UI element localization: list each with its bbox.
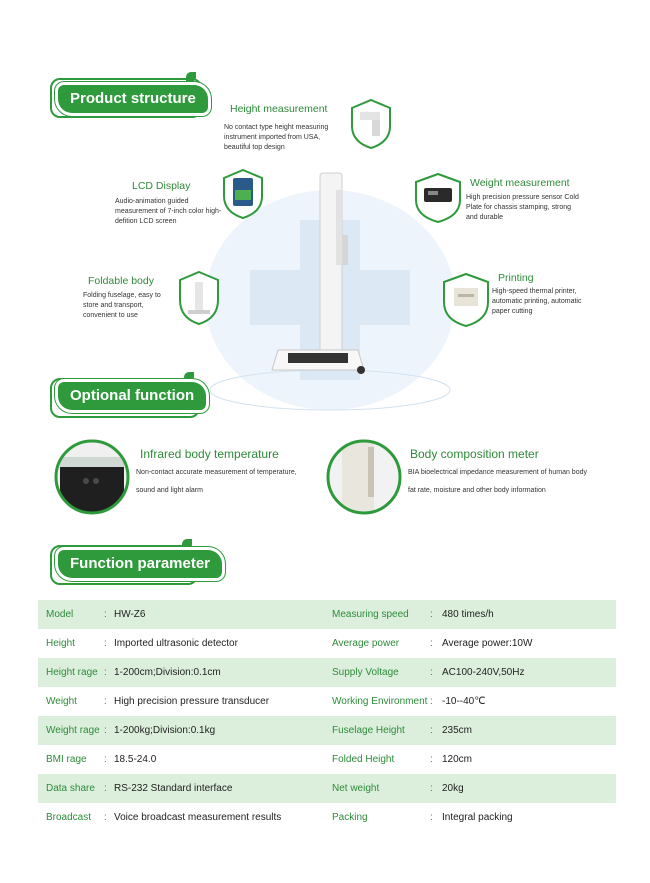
param-value: 1-200kg;Division:0.1kg	[114, 716, 332, 745]
weight-sensor-shield-icon	[414, 172, 462, 224]
weight-measurement-desc: High precision pressure sensor Cold Plate for chassis stamping, strong and durable	[466, 194, 579, 221]
param-value: Voice broadcast measurement results	[114, 803, 332, 832]
param-value: 18.5-24.0	[114, 745, 332, 774]
table-row	[38, 629, 616, 658]
param-label: Supply Voltage	[332, 658, 430, 687]
height-measurement-title: Height measurement	[230, 103, 328, 115]
parameter-table	[38, 600, 616, 832]
colon: :	[430, 803, 442, 832]
colon: :	[430, 745, 442, 774]
param-value: -10--40℃	[442, 687, 616, 716]
body-composition-desc: BIA bioelectrical impedance measurement of human body fat rate, moisture and other body information	[408, 469, 587, 494]
height-weight-scale-device	[258, 165, 378, 380]
param-label: Height	[38, 629, 104, 658]
colon: :	[430, 687, 442, 716]
body-composition-title: Body composition meter	[410, 447, 539, 461]
param-label: Working Environment	[332, 687, 430, 716]
param-value: AC100-240V,50Hz	[442, 658, 616, 687]
colon: :	[104, 745, 114, 774]
param-label: Average power	[332, 629, 430, 658]
leaf-icon	[184, 372, 194, 382]
table-row	[38, 774, 616, 803]
param-value: Imported ultrasonic detector	[114, 629, 332, 658]
infrared-temperature-title: Infrared body temperature	[140, 447, 279, 461]
colon: :	[430, 774, 442, 803]
colon: :	[430, 629, 442, 658]
body-composition-meter-photo	[324, 437, 404, 517]
colon: :	[104, 600, 114, 629]
colon: :	[104, 774, 114, 803]
folded-device-shield-icon	[178, 270, 220, 326]
colon: :	[104, 658, 114, 687]
lcd-display-desc: Audio-animation guided measurement of 7-inch color high-defition LCD screen	[115, 198, 222, 225]
param-label: Packing	[332, 803, 430, 832]
colon: :	[104, 716, 114, 745]
param-label: Weight rage	[38, 716, 104, 745]
param-label: Weight	[38, 687, 104, 716]
param-label: Measuring speed	[332, 600, 430, 629]
colon: :	[430, 600, 442, 629]
height-sensor-shield-icon	[350, 98, 392, 150]
weight-measurement-title: Weight measurement	[470, 177, 570, 189]
param-value: Average power:10W	[442, 629, 616, 658]
param-value: 480 times/h	[442, 600, 616, 629]
printing-title: Printing	[498, 272, 534, 284]
infrared-temperature-desc: Non-contact accurate measurement of temperature, sound and light alarm	[136, 469, 297, 494]
param-value: High precision pressure transducer	[114, 687, 332, 716]
param-value: 235cm	[442, 716, 616, 745]
param-value: HW-Z6	[114, 600, 332, 629]
infrared-thermometer-photo	[52, 437, 132, 517]
param-value: RS-232 Standard interface	[114, 774, 332, 803]
param-label: Data share	[38, 774, 104, 803]
param-value: Integral packing	[442, 803, 616, 832]
param-label: BMI rage	[38, 745, 104, 774]
table-row	[38, 803, 616, 832]
height-measurement-desc: No contact type height measuring instrument imported from USA, beautiful top design	[224, 124, 329, 151]
printing-desc: High-speed thermal printer, automatic printing, automatic paper cutting	[492, 288, 582, 315]
param-value: 120cm	[442, 745, 616, 774]
leaf-icon	[186, 72, 196, 82]
table-row	[38, 745, 616, 774]
colon: :	[104, 687, 114, 716]
param-label: Folded Height	[332, 745, 430, 774]
foldable-body-title: Foldable body	[88, 275, 154, 287]
colon: :	[430, 716, 442, 745]
foldable-body-desc: Folding fuselage, easy to store and transport, convenient to use	[83, 292, 161, 319]
param-label: Broadcast	[38, 803, 104, 832]
param-value: 20kg	[442, 774, 616, 803]
section-title-product-structure: Product structure	[58, 85, 208, 113]
table-row	[38, 716, 616, 745]
table-row	[38, 658, 616, 687]
section-title-optional-function: Optional function	[58, 382, 206, 410]
colon: :	[104, 629, 114, 658]
lcd-display-title: LCD Display	[132, 180, 191, 192]
param-value: 1-200cm;Division:0.1cm	[114, 658, 332, 687]
table-row	[38, 600, 616, 629]
leaf-icon	[182, 539, 192, 549]
section-title-function-parameter: Function parameter	[58, 550, 222, 578]
param-label: Fuselage Height	[332, 716, 430, 745]
param-label: Height rage	[38, 658, 104, 687]
printer-shield-icon	[442, 272, 490, 328]
colon: :	[430, 658, 442, 687]
lcd-screen-shield-icon	[222, 168, 264, 220]
colon: :	[104, 803, 114, 832]
table-row	[38, 687, 616, 716]
param-label: Model	[38, 600, 104, 629]
param-label: Net weight	[332, 774, 430, 803]
